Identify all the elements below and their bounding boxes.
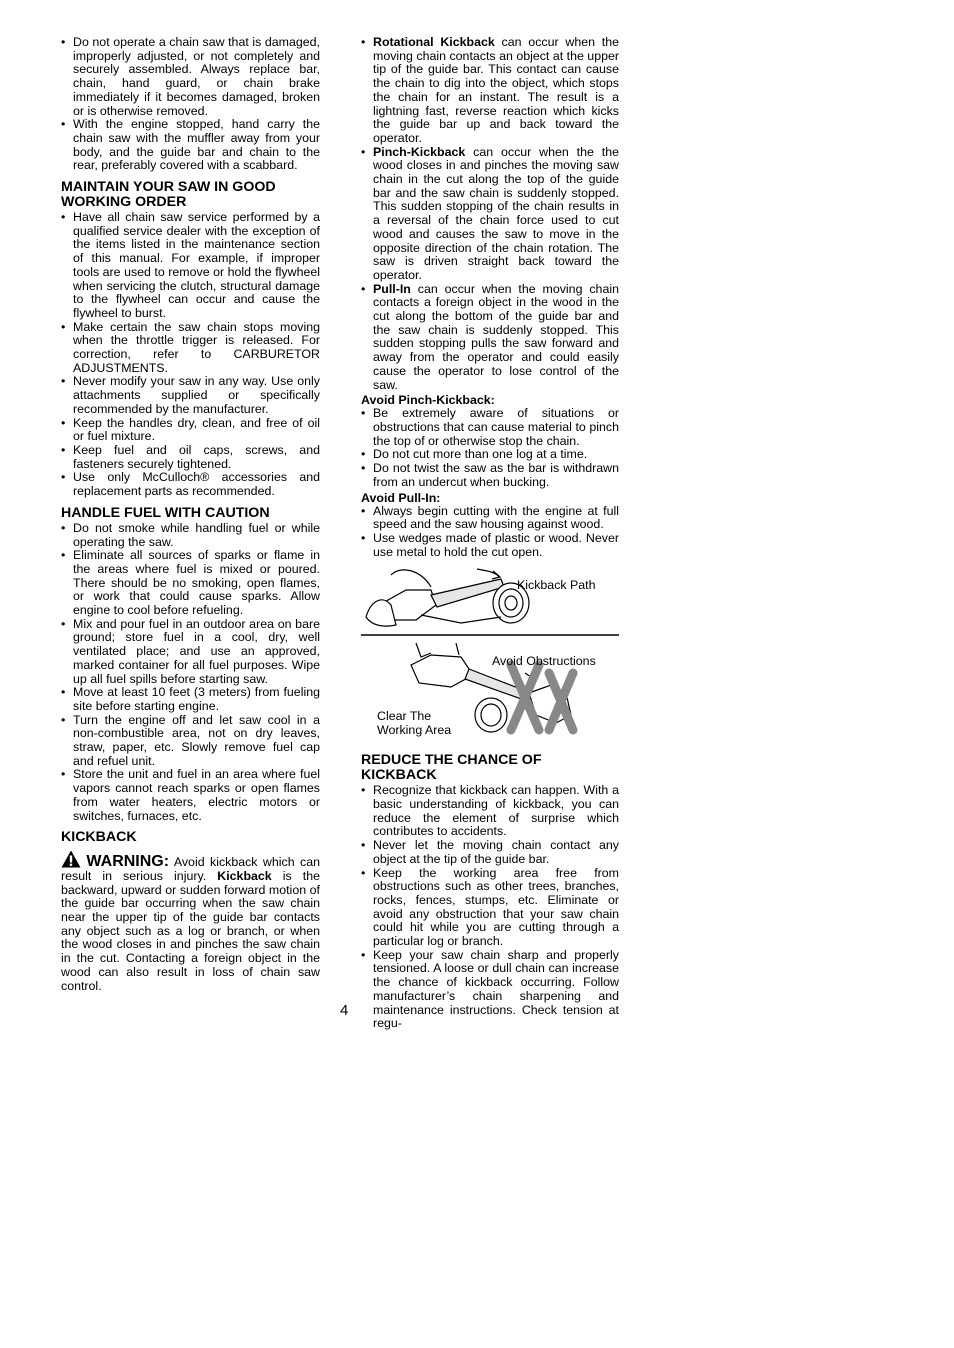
reduce-heading: REDUCE THE CHANCE OF KICKBACK <box>361 752 542 784</box>
list-item: • Make certain the saw chain stops moving when the throttle trigger is released. For correction, refer to CARBURETOR ADJUSTMENTS. <box>61 321 320 376</box>
list-item: • Store the unit and fuel in an area where fuel vapors cannot reach sparks or open flames from water heaters, electric motors or switches, furnaces, etc. <box>61 768 320 823</box>
avoid-obstructions-label: Avoid Obstructions <box>492 654 596 669</box>
maintain-heading: MAINTAIN YOUR SAW IN GOOD WORKING ORDER <box>61 179 276 211</box>
pull-in-term: Pull-In <box>373 281 411 296</box>
list-item: • Never let the moving chain contact any object at the tip of the guide bar. <box>361 839 619 866</box>
list-item: • Keep the working area free from obstructions such as other trees, branches, rocks, fences, stumps, etc. Eliminate or avoid any obstruction that your saw chain could hit while you are cutting through a particular log or branch. <box>361 867 619 949</box>
kickback-path-label: Kickback Path <box>517 578 596 593</box>
rotational-kickback-text: can occur when the moving chain contacts an object at the upper tip of the guide bar. This contact can cause the chain to dig into the object, which stops the chain for an instant. The result is a lightning fast, reverse reaction which kicks the guide bar up and back toward the operator. <box>373 35 619 145</box>
maintain-list <box>61 211 320 499</box>
list-item: • Have all chain saw service performed by a qualified service dealer with the exception of the items listed in the maintenance section of this manual. For example, if improper tools are used to remove or hold the flywheel when servicing the clutch, structural damage to the flywheel can occur and cause the flywheel to burst. <box>61 211 320 321</box>
list-item: • Do not smoke while handling fuel or while operating the saw. <box>61 522 320 549</box>
list-item: • Be extremely aware of situations or obstructions that can cause material to pinch the top of or otherwise stop the chain. <box>361 407 619 448</box>
pull-in-text: can occur when the moving chain contacts a foreign object in the wood in the cut along the bottom of the guide bar and the saw chain is suddenly stopped. This sudden stopping pulls the saw forward and away from the operator and could easily cause the operator to lose control of the saw. <box>373 281 619 392</box>
kickback-term: Kickback <box>217 868 272 883</box>
list-item: • With the engine stopped, hand carry the chain saw with the muffler away from your body, and the guide bar and chain to the rear, preferably covered with a scabbard. <box>61 118 320 173</box>
clear-area-label-line1: Clear The <box>377 709 432 724</box>
pinch-kickback-text: can occur when the the wood closes in and pinches the moving saw chain in the cut along the top of the guide bar and the saw chain is suddenly stopped. This sudden stopping of the chain results in a reversal of the chain force used to cut wood and causes the saw to move in the opposite direction of the chain rotation. The saw is driven straight back toward the operator. <box>373 144 619 282</box>
reduce-list <box>361 784 619 1031</box>
kickback-figure <box>361 565 619 743</box>
warning-label: WARNING: <box>86 853 170 871</box>
page-number: 4 <box>340 1002 349 1019</box>
avoid-pinch-heading: Avoid Pinch-Kickback: <box>361 393 495 408</box>
list-item: • Keep your saw chain sharp and properly tensioned. A loose or dull chain can increase the chance of kickback occurring. Follow manufacturer’s chain sharpening and maintenance instructions. Check tension at regu- <box>361 949 619 1031</box>
list-item: • Do not cut more than one log at a time. <box>361 448 619 462</box>
list-item <box>361 146 619 283</box>
pinch-kickback-term: Pinch-Kickback <box>373 144 466 159</box>
kickback-heading: KICKBACK <box>61 829 137 846</box>
list-item: • Mix and pour fuel in an outdoor area on bare ground; store fuel in a cool, dry, well ventilated place; and use an approved, marked container for all fuel purposes. Wipe up all fuel spills before starting saw. <box>61 618 320 687</box>
list-item: • Eliminate all sources of sparks or flame in the areas where fuel is mixed or poured. There should be no smoking, open flames, or work that could cause sparks. Allow engine to cool before refueling. <box>61 549 320 618</box>
list-item <box>361 283 619 393</box>
list-item: • Recognize that kickback can happen. With a basic understanding of kickback, you can reduce the element of surprise which contributes to accidents. <box>361 784 619 839</box>
warning-text: is the backward, upward or sudden forward motion of the guide bar occurring when the saw chain near the upper tip of the guide bar contacts any object such as a log or branch, or when the wood closes in and pinches the saw chain in the cut. Contacting a foreign object in the wood can also result in loss of chain saw control. <box>61 868 320 993</box>
clear-area-label-line2: Working Area <box>377 723 452 738</box>
list-item: • Always begin cutting with the engine at full speed and the saw housing against wood. <box>361 505 619 532</box>
right-column <box>361 36 619 1031</box>
list-item: • Do not operate a chain saw that is damaged, improperly adjusted, or not completely and securely assembled. Always replace bar, chain, hand guard, or chain brake immediately if it becomes damaged, broken or is otherwise removed. <box>61 36 320 118</box>
list-item: • Move at least 10 feet (3 meters) from fueling site before starting engine. <box>61 686 320 713</box>
avoid-pull-list <box>361 505 619 560</box>
list-item <box>361 36 619 146</box>
kickback-types-list <box>361 36 619 392</box>
list-item: • Never modify your saw in any way. Use only attachments supplied or specifically recommended by the manufacturer. <box>61 375 320 416</box>
avoid-pull-heading: Avoid Pull-In: <box>361 490 441 505</box>
list-item: • Turn the engine off and let saw cool in a non-combustible area, not on dry leaves, straw, paper, etc. Slowly remove fuel cap and refuel unit. <box>61 714 320 769</box>
fuel-list <box>61 522 320 823</box>
list-item: • Keep the handles dry, clean, and free of oil or fuel mixture. <box>61 417 320 444</box>
kickback-path-drawing <box>366 569 529 626</box>
list-item: • Keep fuel and oil caps, screws, and fasteners securely tightened. <box>61 444 320 471</box>
list-item: • Do not twist the saw as the bar is withdrawn from an undercut when bucking. <box>361 462 619 489</box>
kickback-warning <box>61 850 320 993</box>
warning-lead: Avoid kickback which can result in serious injury. <box>61 855 320 883</box>
intro-list <box>61 36 320 173</box>
fuel-heading: HANDLE FUEL WITH CAUTION <box>61 504 270 521</box>
left-column <box>61 36 320 993</box>
list-item: • Use only McCulloch® accessories and replacement parts as recommended. <box>61 471 320 498</box>
rotational-kickback-term: Rotational Kickback <box>373 35 495 49</box>
list-item: • Use wedges made of plastic or wood. Never use metal to hold the cut open. <box>361 532 619 559</box>
avoid-pinch-list <box>361 407 619 489</box>
warning-icon <box>61 850 81 868</box>
